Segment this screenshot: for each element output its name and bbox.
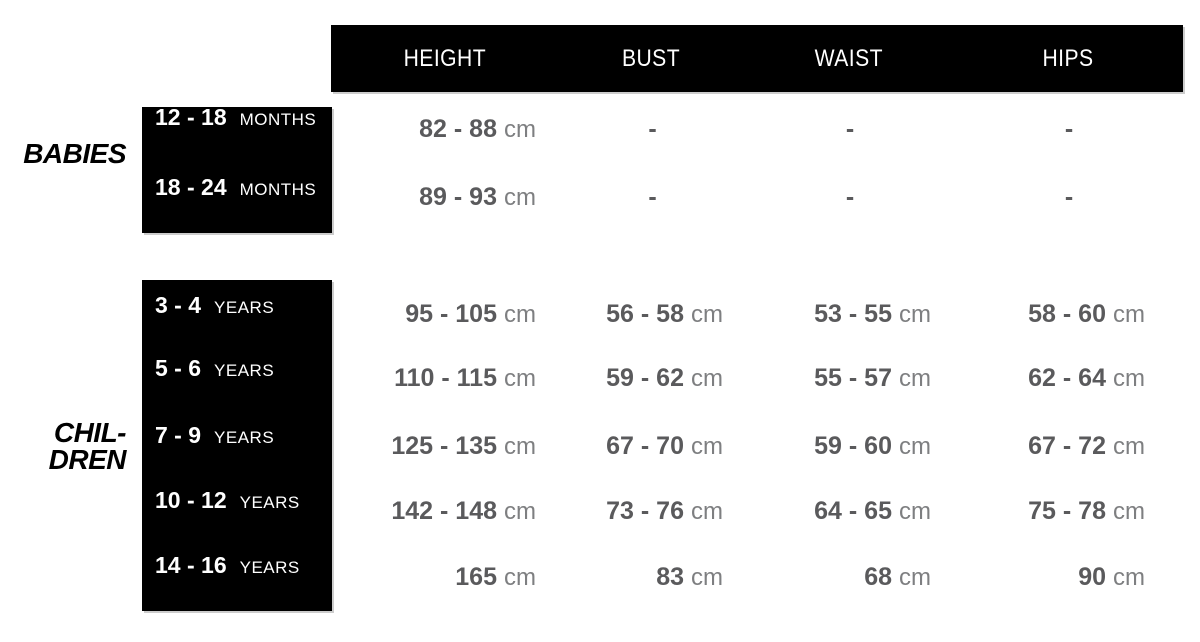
size-value: 53 - 55 [814, 300, 892, 328]
size-unit: cm [1113, 564, 1145, 591]
empty-dash: - [1064, 183, 1074, 211]
bust-cell [560, 184, 745, 210]
empty-dash: - [845, 183, 855, 211]
table-row-children-7-9 [332, 433, 1183, 459]
waist-cell [745, 365, 955, 391]
group-label-children [0, 419, 126, 473]
age-range: 12 - 18 [155, 104, 227, 130]
size-unit: cm [504, 116, 536, 143]
size-unit: cm [504, 365, 536, 392]
column-header-height-label: HEIGHT [403, 44, 487, 72]
bust-cell [560, 116, 745, 142]
size-value: 165 [455, 563, 497, 591]
size-value: 142 - 148 [391, 497, 497, 525]
column-header-bar [331, 25, 1183, 92]
age-range: 10 - 12 [155, 487, 227, 513]
age-unit-label: YEARS [214, 361, 275, 380]
size-unit: cm [899, 498, 931, 525]
age-unit-label: YEARS [239, 558, 300, 577]
size-unit: cm [1113, 365, 1145, 392]
waist-cell [745, 433, 955, 459]
size-unit: cm [899, 301, 931, 328]
column-header-hips [954, 45, 1183, 73]
empty-dash: - [845, 115, 855, 143]
age-label-14-16-years [155, 552, 300, 578]
age-unit-label: MONTHS [239, 180, 317, 199]
size-value: 90 [1078, 563, 1106, 591]
hips-cell [955, 116, 1183, 142]
age-unit-label: MONTHS [239, 110, 317, 129]
age-range: 18 - 24 [155, 174, 227, 200]
age-range: 3 - 4 [155, 292, 202, 318]
table-row-children-5-6 [332, 365, 1183, 391]
size-value: 95 - 105 [405, 300, 497, 328]
empty-dash: - [1064, 115, 1074, 143]
age-unit-label: YEARS [214, 428, 275, 447]
column-header-waist [744, 45, 954, 73]
hips-cell [955, 498, 1183, 524]
size-unit: cm [504, 433, 536, 460]
size-value: 68 [864, 563, 892, 591]
size-value: 75 - 78 [1028, 497, 1106, 525]
waist-cell [745, 564, 955, 590]
age-label-5-6-years [155, 355, 274, 381]
size-value: 58 - 60 [1028, 300, 1106, 328]
table-row-babies-18-24 [332, 184, 1183, 210]
size-unit: cm [504, 184, 536, 211]
size-unit: cm [899, 433, 931, 460]
height-cell [332, 301, 560, 327]
hips-cell [955, 301, 1183, 327]
size-unit: cm [1113, 433, 1145, 460]
column-header-height [331, 45, 559, 73]
height-cell [332, 433, 560, 459]
waist-cell [745, 184, 955, 210]
hips-cell [955, 433, 1183, 459]
age-range: 5 - 6 [155, 355, 202, 381]
column-header-waist-label: WAIST [814, 44, 884, 72]
table-row-children-14-16 [332, 564, 1183, 590]
waist-cell [745, 498, 955, 524]
age-label-12-18-months [155, 104, 316, 130]
group-label-children-line1: CHIL- [53, 417, 126, 448]
height-cell [332, 116, 560, 142]
bust-cell [560, 564, 745, 590]
age-unit-label: YEARS [214, 298, 275, 317]
group-label-babies: BABIES [23, 138, 126, 169]
bust-cell [560, 365, 745, 391]
size-unit: cm [691, 433, 723, 460]
size-value: 59 - 62 [606, 364, 684, 392]
size-value: 83 [656, 563, 684, 591]
height-cell [332, 365, 560, 391]
size-unit: cm [504, 498, 536, 525]
age-label-18-24-months [155, 174, 316, 200]
height-cell [332, 498, 560, 524]
age-unit-label: YEARS [239, 493, 300, 512]
empty-dash: - [648, 183, 657, 211]
size-unit: cm [691, 365, 723, 392]
size-value: 110 - 115 [394, 364, 497, 392]
size-unit: cm [691, 498, 723, 525]
age-label-3-4-years [155, 292, 274, 318]
age-range: 14 - 16 [155, 552, 227, 578]
waist-cell [745, 301, 955, 327]
bust-cell [560, 433, 745, 459]
table-row-children-10-12 [332, 498, 1183, 524]
size-unit: cm [691, 301, 723, 328]
column-header-hips-label: HIPS [1042, 44, 1095, 72]
height-cell [332, 184, 560, 210]
column-header-bust-label: BUST [622, 44, 681, 72]
size-unit: cm [899, 564, 931, 591]
column-header-bust [559, 45, 744, 73]
size-value: 64 - 65 [814, 497, 892, 525]
bust-cell [560, 301, 745, 327]
size-value: 59 - 60 [814, 432, 892, 460]
table-row-children-3-4 [332, 301, 1183, 327]
size-unit: cm [504, 301, 536, 328]
size-value: 89 - 93 [419, 183, 497, 211]
table-row-babies-12-18 [332, 116, 1183, 142]
size-unit: cm [504, 564, 536, 591]
size-unit: cm [899, 365, 931, 392]
size-unit: cm [1113, 498, 1145, 525]
bust-cell [560, 498, 745, 524]
empty-dash: - [648, 115, 657, 143]
hips-cell [955, 184, 1183, 210]
size-value: 73 - 76 [606, 497, 684, 525]
group-label-children-line2: DREN [48, 444, 126, 475]
size-value: 55 - 57 [814, 364, 892, 392]
height-cell [332, 564, 560, 590]
size-value: 125 - 135 [391, 432, 497, 460]
waist-cell [745, 116, 955, 142]
size-unit: cm [1113, 301, 1145, 328]
size-unit: cm [691, 564, 723, 591]
size-value: 82 - 88 [419, 115, 497, 143]
age-label-7-9-years [155, 422, 274, 448]
hips-cell [955, 564, 1183, 590]
size-value: 67 - 72 [1028, 432, 1106, 460]
age-label-10-12-years [155, 487, 300, 513]
hips-cell [955, 365, 1183, 391]
size-value: 62 - 64 [1028, 364, 1106, 392]
age-range: 7 - 9 [155, 422, 202, 448]
size-value: 67 - 70 [606, 432, 684, 460]
size-value: 56 - 58 [606, 300, 684, 328]
